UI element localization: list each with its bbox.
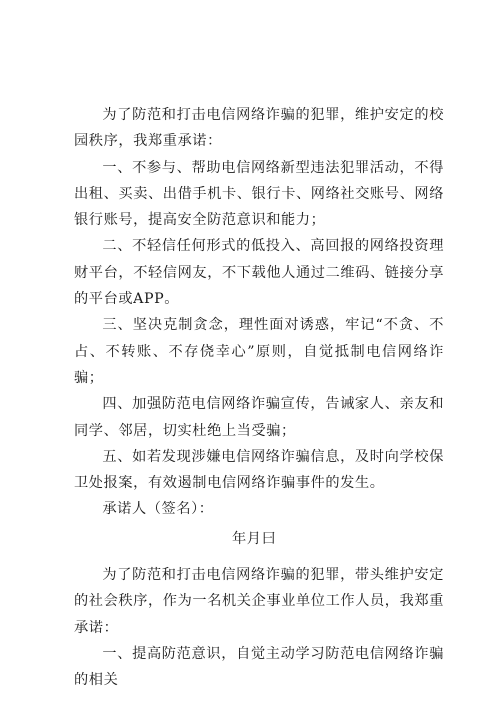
- pledge-one-intro: 为了防范和打击电信网络诈骗的犯罪，维护安定的校园秩序，我郑重承诺：: [74, 107, 444, 150]
- pledge-one-item-4: 四、加强防范电信网络诈骗宣传，告诫家人、亲友和同学、邻居，切实杜绝上当受骗；: [74, 396, 444, 439]
- pledge-two: [74, 562, 444, 693]
- pledge-two-item-1: 一、提高防范意识，自觉主动学习防范电信网络诈骗的相关: [74, 645, 444, 689]
- pledge-one-item-3: 三、坚决克制贪念，理性面对诱惑，牢记“不贪、不占、不转账、不存侥幸心”原则，自觉抵制电信网络诈骗；: [74, 317, 444, 386]
- pledge-one: [74, 102, 444, 496]
- pledge-two-intro: 为了防范和打击电信网络诈骗的犯罪，带头维护安定的社会秩序，作为一名机关企事业单位工作人员，我郑重承诺：: [74, 567, 444, 636]
- pledge-one-item-2: 二、不轻信任何形式的低投入、高回报的网络投资理财平台，不轻信网友，不下载他人通过二维码、链接分享的平台或APP。: [74, 238, 444, 308]
- signer-label: 承诺人（签名）：: [102, 501, 214, 517]
- date-label: 年月曰: [232, 531, 277, 547]
- pledge-one-item-5: 五、如若发现涉嫌电信网络诈骗信息，及时向学校保卫处报案，有效遏制电信网络诈骗事件的发生。: [74, 448, 444, 492]
- pledge-one-item-1: 一、不参与、帮助电信网络新型违法犯罪活动，不得出租、买卖、出借手机卡、银行卡、网络社交账号、网络银行账号，提高安全防范意识和能力；: [74, 159, 444, 229]
